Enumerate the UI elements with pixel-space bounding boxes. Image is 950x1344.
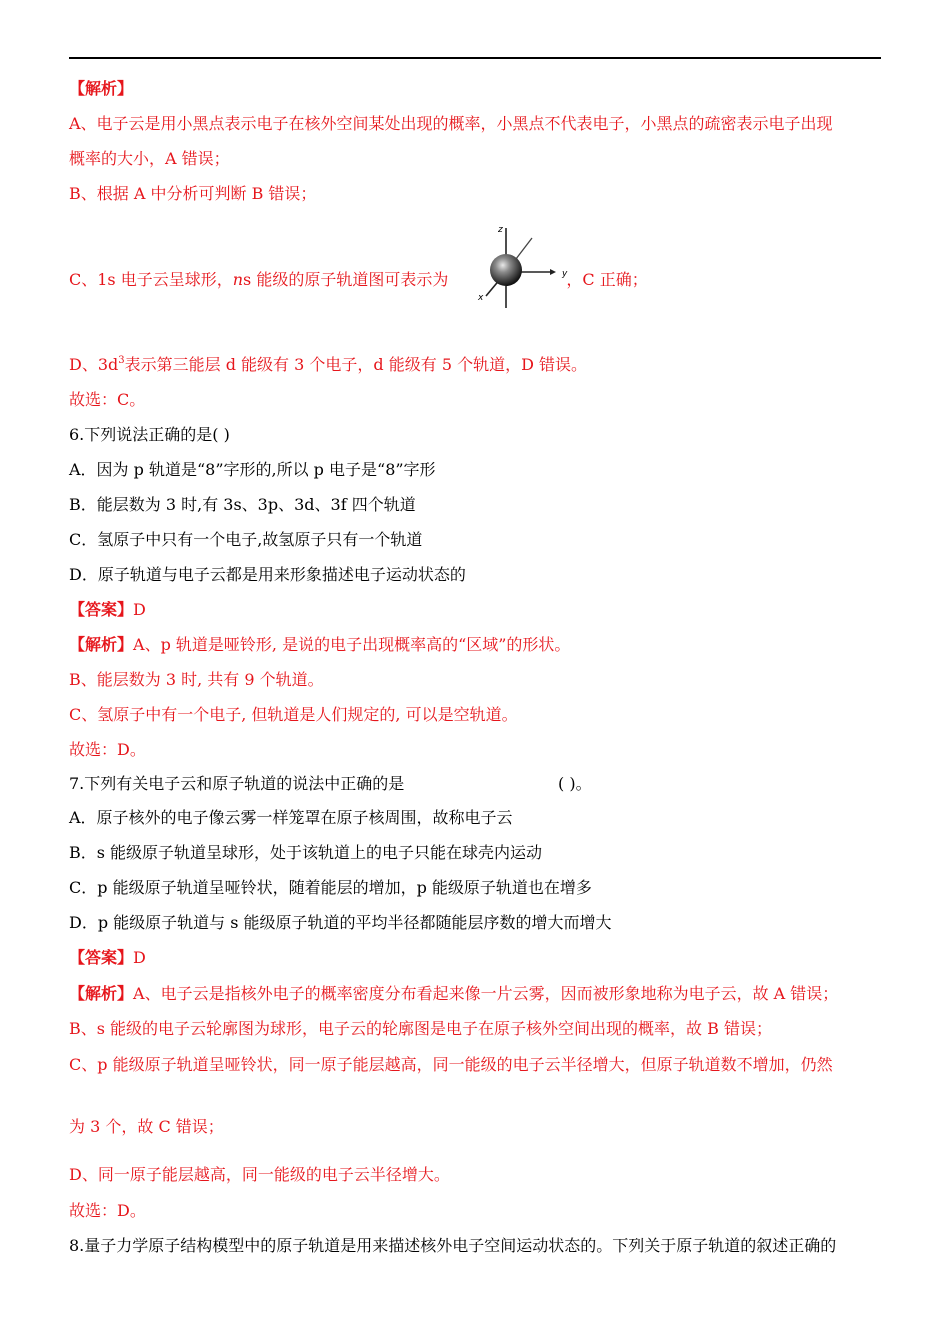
q7-analysis-c2: 为 3 个，故 C 错误； xyxy=(69,1117,224,1136)
q5-analysis-d xyxy=(69,353,587,377)
q7-analysis-c1: C、p 能级原子轨道呈哑铃状，同一原子能层越高，同一能级的电子云半径增大，但原子轨道数不增加，仍然 xyxy=(69,1055,833,1074)
q7-analysis-a-text: A、电子云是指核外电子的概率密度分布看起来像一片云雾，因而被形象地称为电子云，故 A 错误； xyxy=(133,984,839,1003)
axis-z-label: z xyxy=(498,225,503,235)
q5-d-post: 表示第三能层 d 能级有 3 个电子，d 能级有 5 个轨道，D 错误。 xyxy=(124,355,588,374)
q6-analysis-c: C、氢原子中有一个电子, 但轨道是人们规定的, 可以是空轨道。 xyxy=(69,705,518,724)
q6-option-d: D．原子轨道与电子云都是用来形象描述电子运动状态的 xyxy=(69,565,466,584)
q6-analysis-a xyxy=(69,633,570,657)
q6-analysis-label: 【解析】 xyxy=(69,635,134,654)
q7-analysis-a xyxy=(69,982,838,1006)
q6-conclusion: 故选：D。 xyxy=(69,740,146,759)
q5-d-sup: 3 xyxy=(118,355,125,366)
q7-analysis-d: D、同一原子能层越高，同一能级的电子云半径增大。 xyxy=(69,1165,450,1184)
q5-c-mid: s 能级的原子轨道图可表示为 xyxy=(243,270,449,289)
q5-analysis-a-line2: 概率的大小，A 错误； xyxy=(69,149,230,168)
top-rule xyxy=(69,57,881,59)
q8-stem: 8.量子力学原子结构模型中的原子轨道是用来描述核外电子空间运动状态的。下列关于原子轨道的叙述正确的 xyxy=(69,1236,837,1255)
q5-analysis-header: 【解析】 xyxy=(69,79,134,98)
q7-analysis-label: 【解析】 xyxy=(69,984,134,1003)
q6-option-a: A．因为 p 轨道是“8”字形的,所以 p 电子是“8”字形 xyxy=(69,460,436,479)
q7-stem: 7.下列有关电子云和原子轨道的说法中正确的是 xyxy=(69,774,405,793)
sphere-icon xyxy=(490,254,522,286)
q7-option-d: D．p 能级原子轨道与 s 能级原子轨道的平均半径都随能层序数的增大而增大 xyxy=(69,913,612,932)
q5-c-post: ，C 正确； xyxy=(566,270,648,289)
q5-c-ns: n xyxy=(232,270,244,289)
q6-analysis-a-text: A、p 轨道是哑铃形, 是说的电子出现概率高的“区域”的形状。 xyxy=(133,635,571,654)
q6-option-b: B．能层数为 3 时,有 3s、3p、3d、3f 四个轨道 xyxy=(69,495,416,514)
q5-analysis-a-line1: A、电子云是用小黑点表示电子在核外空间某处出现的概率，小黑点不代表电子，小黑点的疏密表示电子出现 xyxy=(69,114,833,133)
q6-analysis-b: B、能层数为 3 时, 共有 9 个轨道。 xyxy=(69,670,324,689)
q7-option-a: A．原子核外的电子像云雾一样笼罩在原子核周围，故称电子云 xyxy=(69,808,513,827)
q5-answer: 故选：C。 xyxy=(69,390,146,409)
q7-conclusion: 故选：D。 xyxy=(69,1201,146,1220)
q6-answer xyxy=(69,598,146,622)
q7-answer-label: 【答案】 xyxy=(69,948,134,967)
q7-answer xyxy=(69,946,146,970)
s-orbital-figure xyxy=(470,220,580,310)
q5-analysis-b: B、根据 A 中分析可判断 B 错误； xyxy=(69,184,317,203)
q7-option-c: C．p 能级原子轨道呈哑铃状，随着能层的增加，p 能级原子轨道也在增多 xyxy=(69,878,592,897)
axis-y-label: y xyxy=(562,269,568,279)
q7-analysis-b: B、s 能级的电子云轮廓图为球形，电子云的轮廓图是电子在原子核外空间出现的概率，故 B 错误； xyxy=(69,1019,772,1038)
y-arrow-icon xyxy=(550,269,556,275)
q5-d-pre: D、3d xyxy=(69,355,119,374)
q7-stem-paren: ( )。 xyxy=(558,774,592,793)
q6-option-c: C．氢原子中只有一个电子,故氢原子只有一个轨道 xyxy=(69,530,423,549)
q7-option-b: B．s 能级原子轨道呈球形，处于该轨道上的电子只能在球壳内运动 xyxy=(69,843,543,862)
q7-answer-value: D xyxy=(133,948,146,967)
q6-stem: 6.下列说法正确的是( ) xyxy=(69,425,230,444)
q6-answer-label: 【答案】 xyxy=(69,600,134,619)
q5-c-pre: C、1s 电子云呈球形， xyxy=(69,270,233,289)
q6-answer-value: D xyxy=(133,600,146,619)
axis-x-label: x xyxy=(478,293,484,303)
